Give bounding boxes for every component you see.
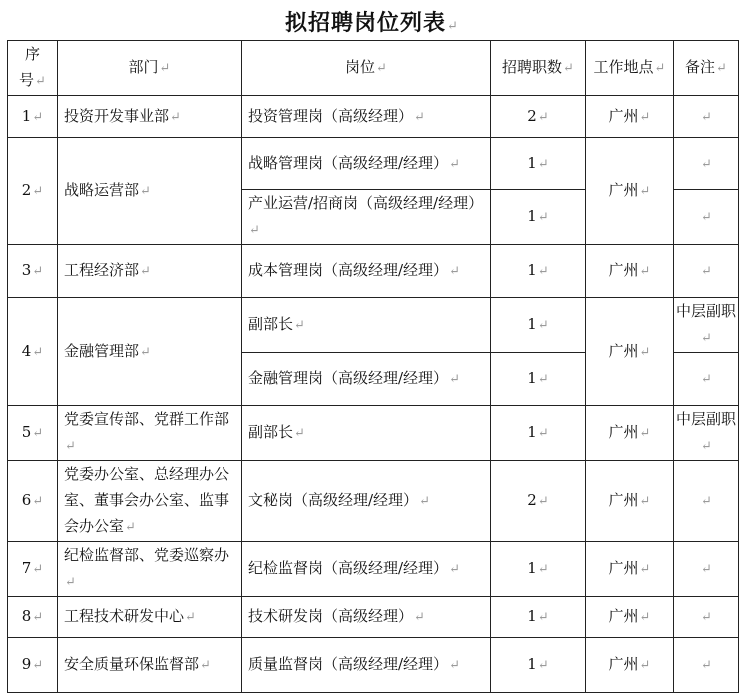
row-count: 2↵ bbox=[491, 461, 586, 542]
row-remark: ↵ bbox=[674, 190, 739, 245]
row-post: 战略管理岗（高级经理/经理）↵ bbox=[242, 138, 491, 190]
row-count: 1↵ bbox=[491, 245, 586, 298]
row-seq: 5↵ bbox=[8, 406, 58, 461]
row-post: 副部长↵ bbox=[242, 406, 491, 461]
table-row bbox=[8, 406, 739, 461]
row-seq: 2↵ bbox=[8, 138, 58, 245]
row-seq: 6↵ bbox=[8, 461, 58, 542]
row-remark: ↵ bbox=[674, 353, 739, 406]
dept-text: 纪检监督部、党委巡察办 bbox=[64, 546, 230, 564]
row-remark: ↵ bbox=[674, 597, 739, 638]
header-count: 招聘职数↵ bbox=[491, 41, 586, 96]
row-location: 广州↵ bbox=[586, 406, 674, 461]
row-count: 1↵ bbox=[491, 190, 586, 245]
row-dept: 安全质量环保监督部↵ bbox=[58, 638, 242, 693]
header-location: 工作地点↵ bbox=[586, 41, 674, 96]
row-post: 投资管理岗（高级经理）↵ bbox=[242, 96, 491, 138]
table-row bbox=[8, 138, 739, 190]
row-post: 金融管理岗（高级经理/经理）↵ bbox=[242, 353, 491, 406]
row-location: 广州↵ bbox=[586, 138, 674, 245]
row-location: 广州↵ bbox=[586, 461, 674, 542]
row-dept: 纪检监督部、党委巡察办↵ bbox=[58, 542, 242, 597]
row-count: 1↵ bbox=[491, 406, 586, 461]
table-row bbox=[8, 542, 739, 597]
row-seq: 9↵ bbox=[8, 638, 58, 693]
row-remark: ↵ bbox=[674, 461, 739, 542]
row-post: 产业运营/招商岗（高级经理/经理）↵ bbox=[242, 190, 491, 245]
row-count: 1↵ bbox=[491, 597, 586, 638]
row-count: 1↵ bbox=[491, 542, 586, 597]
row-dept: 党委办公室、总经理办公室、董事会办公室、监事会办公室↵ bbox=[58, 461, 242, 542]
row-remark: ↵ bbox=[674, 245, 739, 298]
page-title: 拟招聘岗位列表↵ bbox=[285, 10, 459, 36]
row-dept: 党委宣传部、党群工作部↵ bbox=[58, 406, 242, 461]
row-count: 1↵ bbox=[491, 638, 586, 693]
table-row bbox=[8, 298, 739, 353]
row-dept: 工程技术研发中心↵ bbox=[58, 597, 242, 638]
row-post: 文秘岗（高级经理/经理）↵ bbox=[242, 461, 491, 542]
row-remark: ↵ bbox=[674, 542, 739, 597]
row-post: 纪检监督岗（高级经理/经理）↵ bbox=[242, 542, 491, 597]
table-row bbox=[8, 96, 739, 138]
header-seq: 序 号↵ bbox=[8, 41, 58, 96]
row-seq: 4↵ bbox=[8, 298, 58, 406]
row-location: 广州↵ bbox=[586, 597, 674, 638]
row-seq: 8↵ bbox=[8, 597, 58, 638]
header-post: 岗位↵ bbox=[242, 41, 491, 96]
row-location: 广州↵ bbox=[586, 298, 674, 406]
row-location: 广州↵ bbox=[586, 542, 674, 597]
row-dept: 战略运营部↵ bbox=[58, 138, 242, 245]
row-dept: 金融管理部↵ bbox=[58, 298, 242, 406]
row-location: 广州↵ bbox=[586, 638, 674, 693]
row-remark: 中层副职↵ bbox=[674, 406, 739, 461]
table-row bbox=[8, 638, 739, 693]
row-location: 广州↵ bbox=[586, 245, 674, 298]
row-dept: 工程经济部↵ bbox=[58, 245, 242, 298]
header-dept: 部门↵ bbox=[58, 41, 242, 96]
row-post: 副部长↵ bbox=[242, 298, 491, 353]
table-row bbox=[8, 597, 739, 638]
row-count: 1↵ bbox=[491, 298, 586, 353]
positions-table bbox=[7, 40, 739, 693]
row-count: 1↵ bbox=[491, 138, 586, 190]
row-remark: ↵ bbox=[674, 138, 739, 190]
row-post: 成本管理岗（高级经理/经理）↵ bbox=[242, 245, 491, 298]
row-post: 质量监督岗（高级经理/经理）↵ bbox=[242, 638, 491, 693]
table-row bbox=[8, 461, 739, 542]
row-remark: ↵ bbox=[674, 638, 739, 693]
row-seq: 7↵ bbox=[8, 542, 58, 597]
row-post: 技术研发岗（高级经理）↵ bbox=[242, 597, 491, 638]
row-dept: 投资开发事业部↵ bbox=[58, 96, 242, 138]
row-remark: ↵ bbox=[674, 96, 739, 138]
row-seq: 3↵ bbox=[8, 245, 58, 298]
row-count: 1↵ bbox=[491, 353, 586, 406]
header-row bbox=[8, 41, 739, 96]
row-count: 2↵ bbox=[491, 96, 586, 138]
row-seq: 1↵ bbox=[8, 96, 58, 138]
header-remark: 备注↵ bbox=[674, 41, 739, 96]
table-row bbox=[8, 245, 739, 298]
row-remark: 中层副职↵ bbox=[674, 298, 739, 353]
row-location: 广州↵ bbox=[586, 96, 674, 138]
